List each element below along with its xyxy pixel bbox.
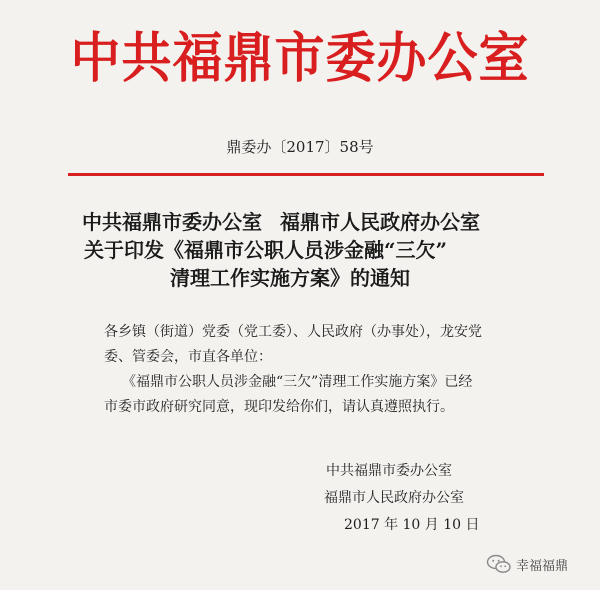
source-watermark [486, 553, 568, 575]
title-line-3: 清理工作实施方案》的通知 [170, 266, 410, 290]
signature-date: 2017 年 10 月 10 日 [344, 517, 480, 533]
document-title [72, 208, 552, 292]
red-divider [68, 173, 544, 176]
issuer-header: 中共福鼎市委办公室 [70, 25, 530, 90]
document-body [104, 320, 544, 420]
signature-org-2: 福鼎市人民政府办公室 [324, 490, 464, 506]
title-issuer-b: 福鼎市人民政府办公室 [280, 210, 480, 234]
title-line-1 [72, 208, 552, 236]
title-line-2: 关于印发《福鼎市公职人员涉金融“三欠” [84, 238, 448, 262]
content-line-2: 市委市政府研究同意，现印发给你们，请认真遵照执行。 [104, 399, 454, 415]
signature-org-1: 中共福鼎市委办公室 [326, 463, 452, 479]
signature-block [300, 458, 520, 539]
title-issuer-a: 中共福鼎市委办公室 [82, 210, 262, 234]
wechat-icon [486, 554, 512, 574]
content-line-1: 《福鼎市公职人员涉金融“三欠”清理工作实施方案》已经 [122, 374, 473, 390]
recipients-line-2: 委、管委会，市直各单位： [104, 349, 272, 365]
document-number: 鼎委办〔2017〕58号 [226, 138, 374, 156]
recipients-line-1: 各乡镇（街道）党委（党工委）、人民政府（办事处），龙安党 [104, 324, 482, 340]
watermark-label: 幸福福鼎 [516, 558, 569, 574]
